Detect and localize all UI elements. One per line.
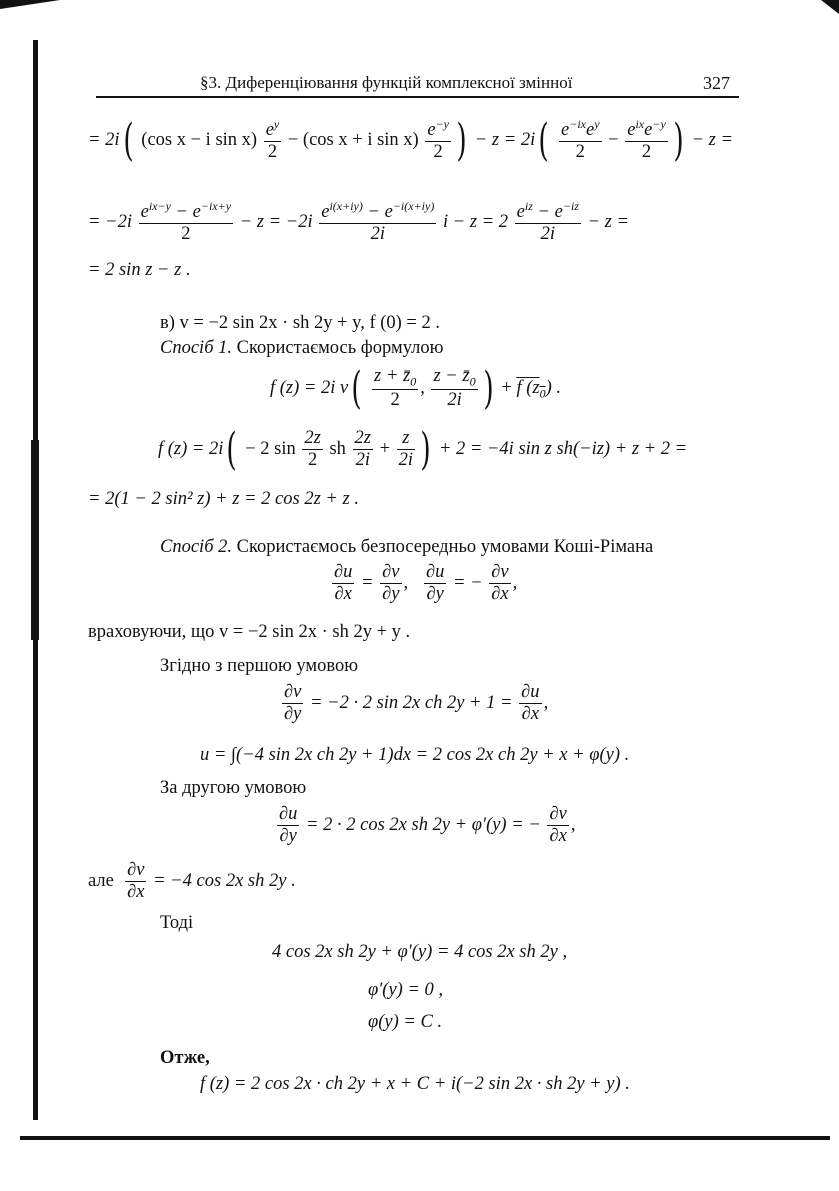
equation-e4: 4 cos 2x sh 2y + φ′(y) = 4 cos 2x sh 2y , xyxy=(272,942,568,962)
running-header xyxy=(200,73,572,93)
equation-e6: φ(y) = C . xyxy=(368,1012,443,1032)
equation-e1: $\frac{\partial v}{\partial y}$ = −2 · 2 sin 2x ch 2y + 1 = $\frac{\partial u}{\partial x}$ , xyxy=(284,682,549,725)
method1-heading: Спосіб 1. Скористаємось формулою xyxy=(160,338,444,358)
formula-f1: f (z) = 2i v( $\frac{z + z̄_0}{2}$ , $\frac{z - z̄_0}{2i}$ ) + f $(z_0)$ . xyxy=(270,363,561,415)
equation-e5: φ′(y) = 0 , xyxy=(368,980,444,1000)
final-result: f (z) = 2 cos 2x · ch 2y + x + C + i(−2 sin 2x · sh 2y + y) . xyxy=(200,1074,630,1094)
header-title: §3. Диференціювання функцій комплексної змінної xyxy=(200,73,573,92)
equation-line-2: = −2i $\frac{e^{ix-y} - e^{-ix+y}}{2}$ − z = −2i $\frac{e^{i(x+iy)} - e^{-i(x+iy)}}{2i}$ i − z = 2 $\frac{e^{iz} - e^{-iz}}{2i}$ − z = xyxy=(88,199,629,245)
equation-e2: $\frac{\partial u}{\partial y}$ = 2 · 2 cos 2x sh 2y + φ′(y) = − $\frac{\partial v}{\partial x}$ , xyxy=(279,804,576,847)
header-rule xyxy=(96,96,739,98)
scan-bottom-line xyxy=(20,1136,830,1140)
task-statement: в) v = −2 sin 2x · sh 2y + y, f (0) = 2 . xyxy=(160,313,440,333)
formula-f2: f (z) = 2i( − 2 sin $\frac{2z}{2}$ sh $\frac{2z}{2i}$ + $\frac{z}{2i}$ ) + 2 = −4i sin z sh(−iz) + z + 2 = xyxy=(158,424,688,476)
scan-margin-bar-thick xyxy=(31,440,39,640)
then-text: Тоді xyxy=(160,913,194,933)
given-text: враховуючи, що v = −2 sin 2x · sh 2y + y . xyxy=(88,622,411,642)
equation-line-1: = 2i( (cos x − i sin x) $\frac{e^y}{2}$ − (cos x + i sin x) $\frac{e^{-y}}{2}$ ) − z = 2i( $\frac{e^{-ix}e^y}{2}$ − $\frac{e^{ix}e^{-y}}{2}$ ) − z = xyxy=(88,115,733,167)
corner-mark-right xyxy=(821,0,839,14)
page-number: 327 xyxy=(703,73,730,93)
formula-f3: = 2(1 − 2 sin² z) + z = 2 cos 2z + z . xyxy=(88,489,359,509)
equation-e3: але $\frac{\partial v}{\partial x}$ = −4 cos 2x sh 2y . xyxy=(88,860,296,903)
corner-mark-left xyxy=(0,0,60,9)
integral-equation: u = ∫(−4 sin 2x ch 2y + 1)dx = 2 cos 2x ch 2y + x + φ(y) . xyxy=(200,745,630,765)
hence-text: Отже, xyxy=(160,1048,210,1068)
method2-heading: Спосіб 2. Скористаємось безпосередньо умовами Коші-Рімана xyxy=(160,537,654,557)
equation-line-3: = 2 sin z − z . xyxy=(88,260,191,280)
first-condition-text: Згідно з першою умовою xyxy=(160,656,359,676)
second-condition-text: За другою умовою xyxy=(160,778,307,798)
cauchy-riemann-conditions: $\frac{\partial u}{\partial x}$ = $\frac{\partial v}{\partial y}$ , $\frac{\partial u}{\partial y}$ = − $\frac{\partial v}{\partial x}$ , xyxy=(334,562,518,605)
